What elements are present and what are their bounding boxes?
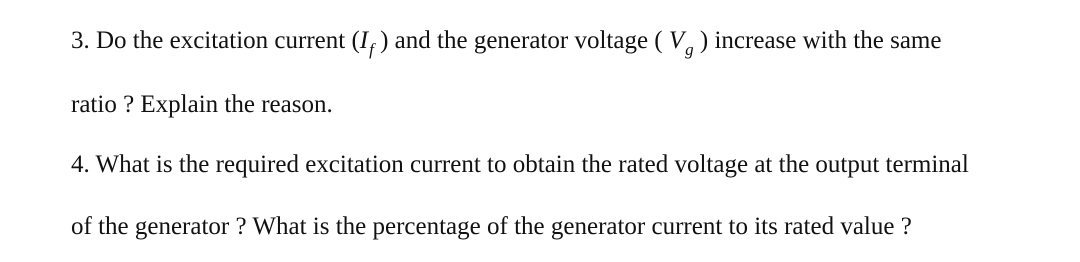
question-3-text-end: ) increase with the same xyxy=(693,27,942,54)
question-3-line-2: ratio ? Explain the reason. xyxy=(71,91,333,118)
excitation-current-symbol: I xyxy=(359,27,369,54)
question-3-line-1 xyxy=(71,26,941,58)
question-3-text-start: 3. Do the excitation current ( xyxy=(71,27,360,54)
generator-voltage-subscript: g xyxy=(685,40,694,59)
question-4-line-2: of the generator ? What is the percentage of the generator current to its rated value ? xyxy=(71,213,912,240)
question-4-line-1: 4. What is the required excitation current to obtain the rated voltage at the output terminal xyxy=(71,151,969,178)
excitation-current-subscript: f xyxy=(369,40,374,59)
generator-voltage-symbol: V xyxy=(668,27,685,54)
question-3-text-middle: ) and the generator voltage ( xyxy=(373,27,669,54)
